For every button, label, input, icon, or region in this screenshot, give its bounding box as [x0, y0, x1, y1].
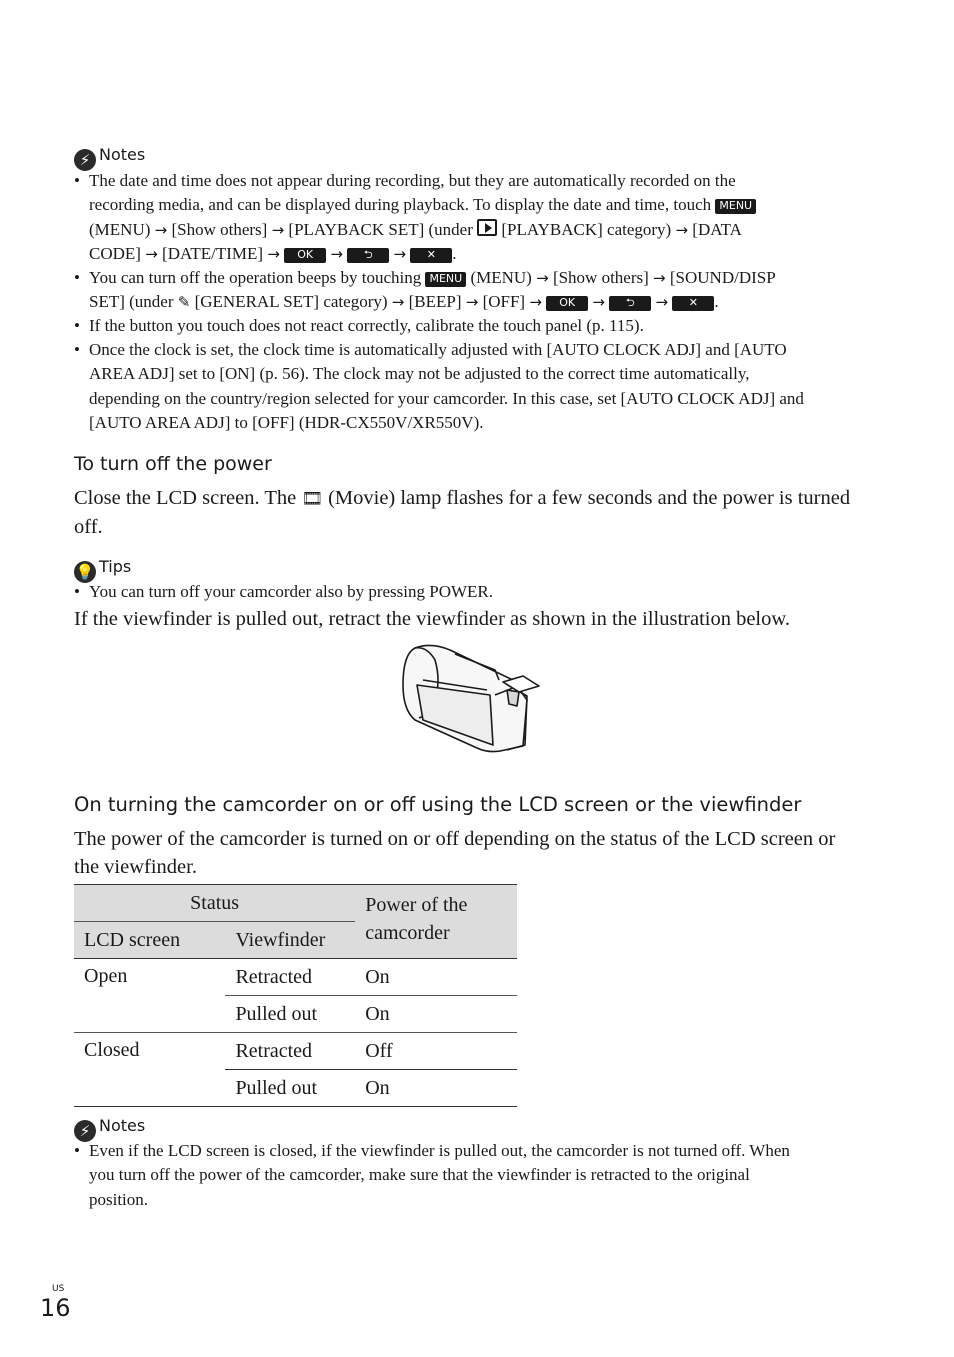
note-item-3: • If the button you touch does not react correctly, calibrate the touch panel (p. 115).: [74, 316, 644, 335]
table-cell-power: On: [355, 996, 517, 1033]
note-item-4: • Once the clock is set, the clock time is automatically adjusted with [AUTO CLOCK ADJ] and [AUTO AREA ADJ] set to [ON] (p. 56). The clock may not be adjusted to the correct time automatically, depending on the country/region selected for your camcorder. In this case, set [AUTO CLOCK ADJ] and [AUTO AREA ADJ] to [OFF] (HDR-CX550V/XR550V).: [74, 340, 804, 433]
table-cell-lcd: Closed: [74, 1033, 225, 1107]
power-off-text: Close the LCD screen. The 🎞 (Movie) lamp flashes for a few seconds and the power is turned off.: [74, 487, 851, 538]
table-cell-power: Off: [355, 1033, 517, 1070]
note-item-2: • You can turn off the operation beeps by touching MENU (MENU) → [Show others] → [SOUND/DISP SET] (under ✎ [GENERAL SET] category) → [BEEP] → [OFF] → OK → ⮌ → ✕ .: [74, 268, 776, 312]
tip-item: • You can turn off your camcorder also by pressing POWER.: [74, 582, 493, 601]
section-text: The power of the camcorder is turned on or off depending on the status of the LCD screen or the viewfinder.: [74, 828, 836, 878]
notes-icon: ⚡: [74, 1120, 96, 1142]
table-cell-viewfinder: Retracted: [225, 959, 355, 996]
table-cell-power: On: [365, 1076, 390, 1099]
ok-button-icon: OK: [284, 248, 326, 263]
back-button-icon: ⮌: [347, 248, 389, 263]
close-button-icon: ✕: [410, 248, 452, 263]
table-cell-viewfinder: Pulled out: [225, 996, 355, 1033]
camcorder-illustration: [395, 640, 545, 758]
menu-button-icon: MENU: [715, 199, 756, 214]
ok-button-icon: OK: [546, 296, 588, 311]
notes-heading: ⚡ Notes: [74, 145, 145, 171]
table-cell-viewfinder: Retracted: [225, 1033, 355, 1070]
header-status: Status: [74, 885, 355, 922]
note2-item: • Even if the LCD screen is closed, if the viewfinder is pulled out, the camcorder is not turned off. When you turn off the power of the camcorder, make sure that the viewfinder is retracted to the original position.: [74, 1141, 790, 1209]
table-cell-power: On: [355, 959, 517, 996]
notes-icon: ⚡: [74, 149, 96, 171]
header-power: Power of the camcorder: [355, 885, 517, 959]
menu-button-icon: MENU: [425, 272, 466, 287]
back-button-icon: ⮌: [609, 296, 651, 311]
power-status-table: [74, 884, 517, 1107]
tips-heading: 💡 Tips: [75, 557, 132, 581]
table-cell-viewfinder: Pulled out: [235, 1076, 318, 1099]
note-item-1: • The date and time does not appear during recording, but they are automatically recorded on the recording media, and can be displayed during playback. To display the date and time, touch MENU (MENU) → [Show others] → [PLAYBACK SET] (under [PLAYBACK] category) → [DATA CODE] → [DATE/TIME] → OK → ⮌ → ✕ .: [74, 169, 874, 269]
close-button-icon: ✕: [672, 296, 714, 311]
lightbulb-icon: 💡: [75, 563, 95, 581]
section-heading-power-off: To turn off the power: [74, 453, 272, 475]
viewfinder-instruction: If the viewfinder is pulled out, retract the viewfinder as shown in the illustration below.: [74, 608, 790, 630]
playback-icon: [477, 219, 497, 236]
page-number: 16: [40, 1294, 71, 1322]
header-viewfinder: Viewfinder: [225, 922, 355, 959]
wrench-icon: ✎: [177, 293, 191, 312]
section-heading-lcd-viewfinder: On turning the camcorder on or off using the LCD screen or the viewfinder: [74, 793, 802, 816]
notes-heading-2: ⚡ Notes: [74, 1116, 145, 1142]
movie-icon: 🎞: [301, 489, 323, 509]
header-lcd: LCD screen: [74, 922, 225, 959]
arrow-icon: →: [154, 220, 168, 239]
region-label: US: [52, 1284, 65, 1294]
table-cell-lcd: Open: [74, 959, 225, 1033]
